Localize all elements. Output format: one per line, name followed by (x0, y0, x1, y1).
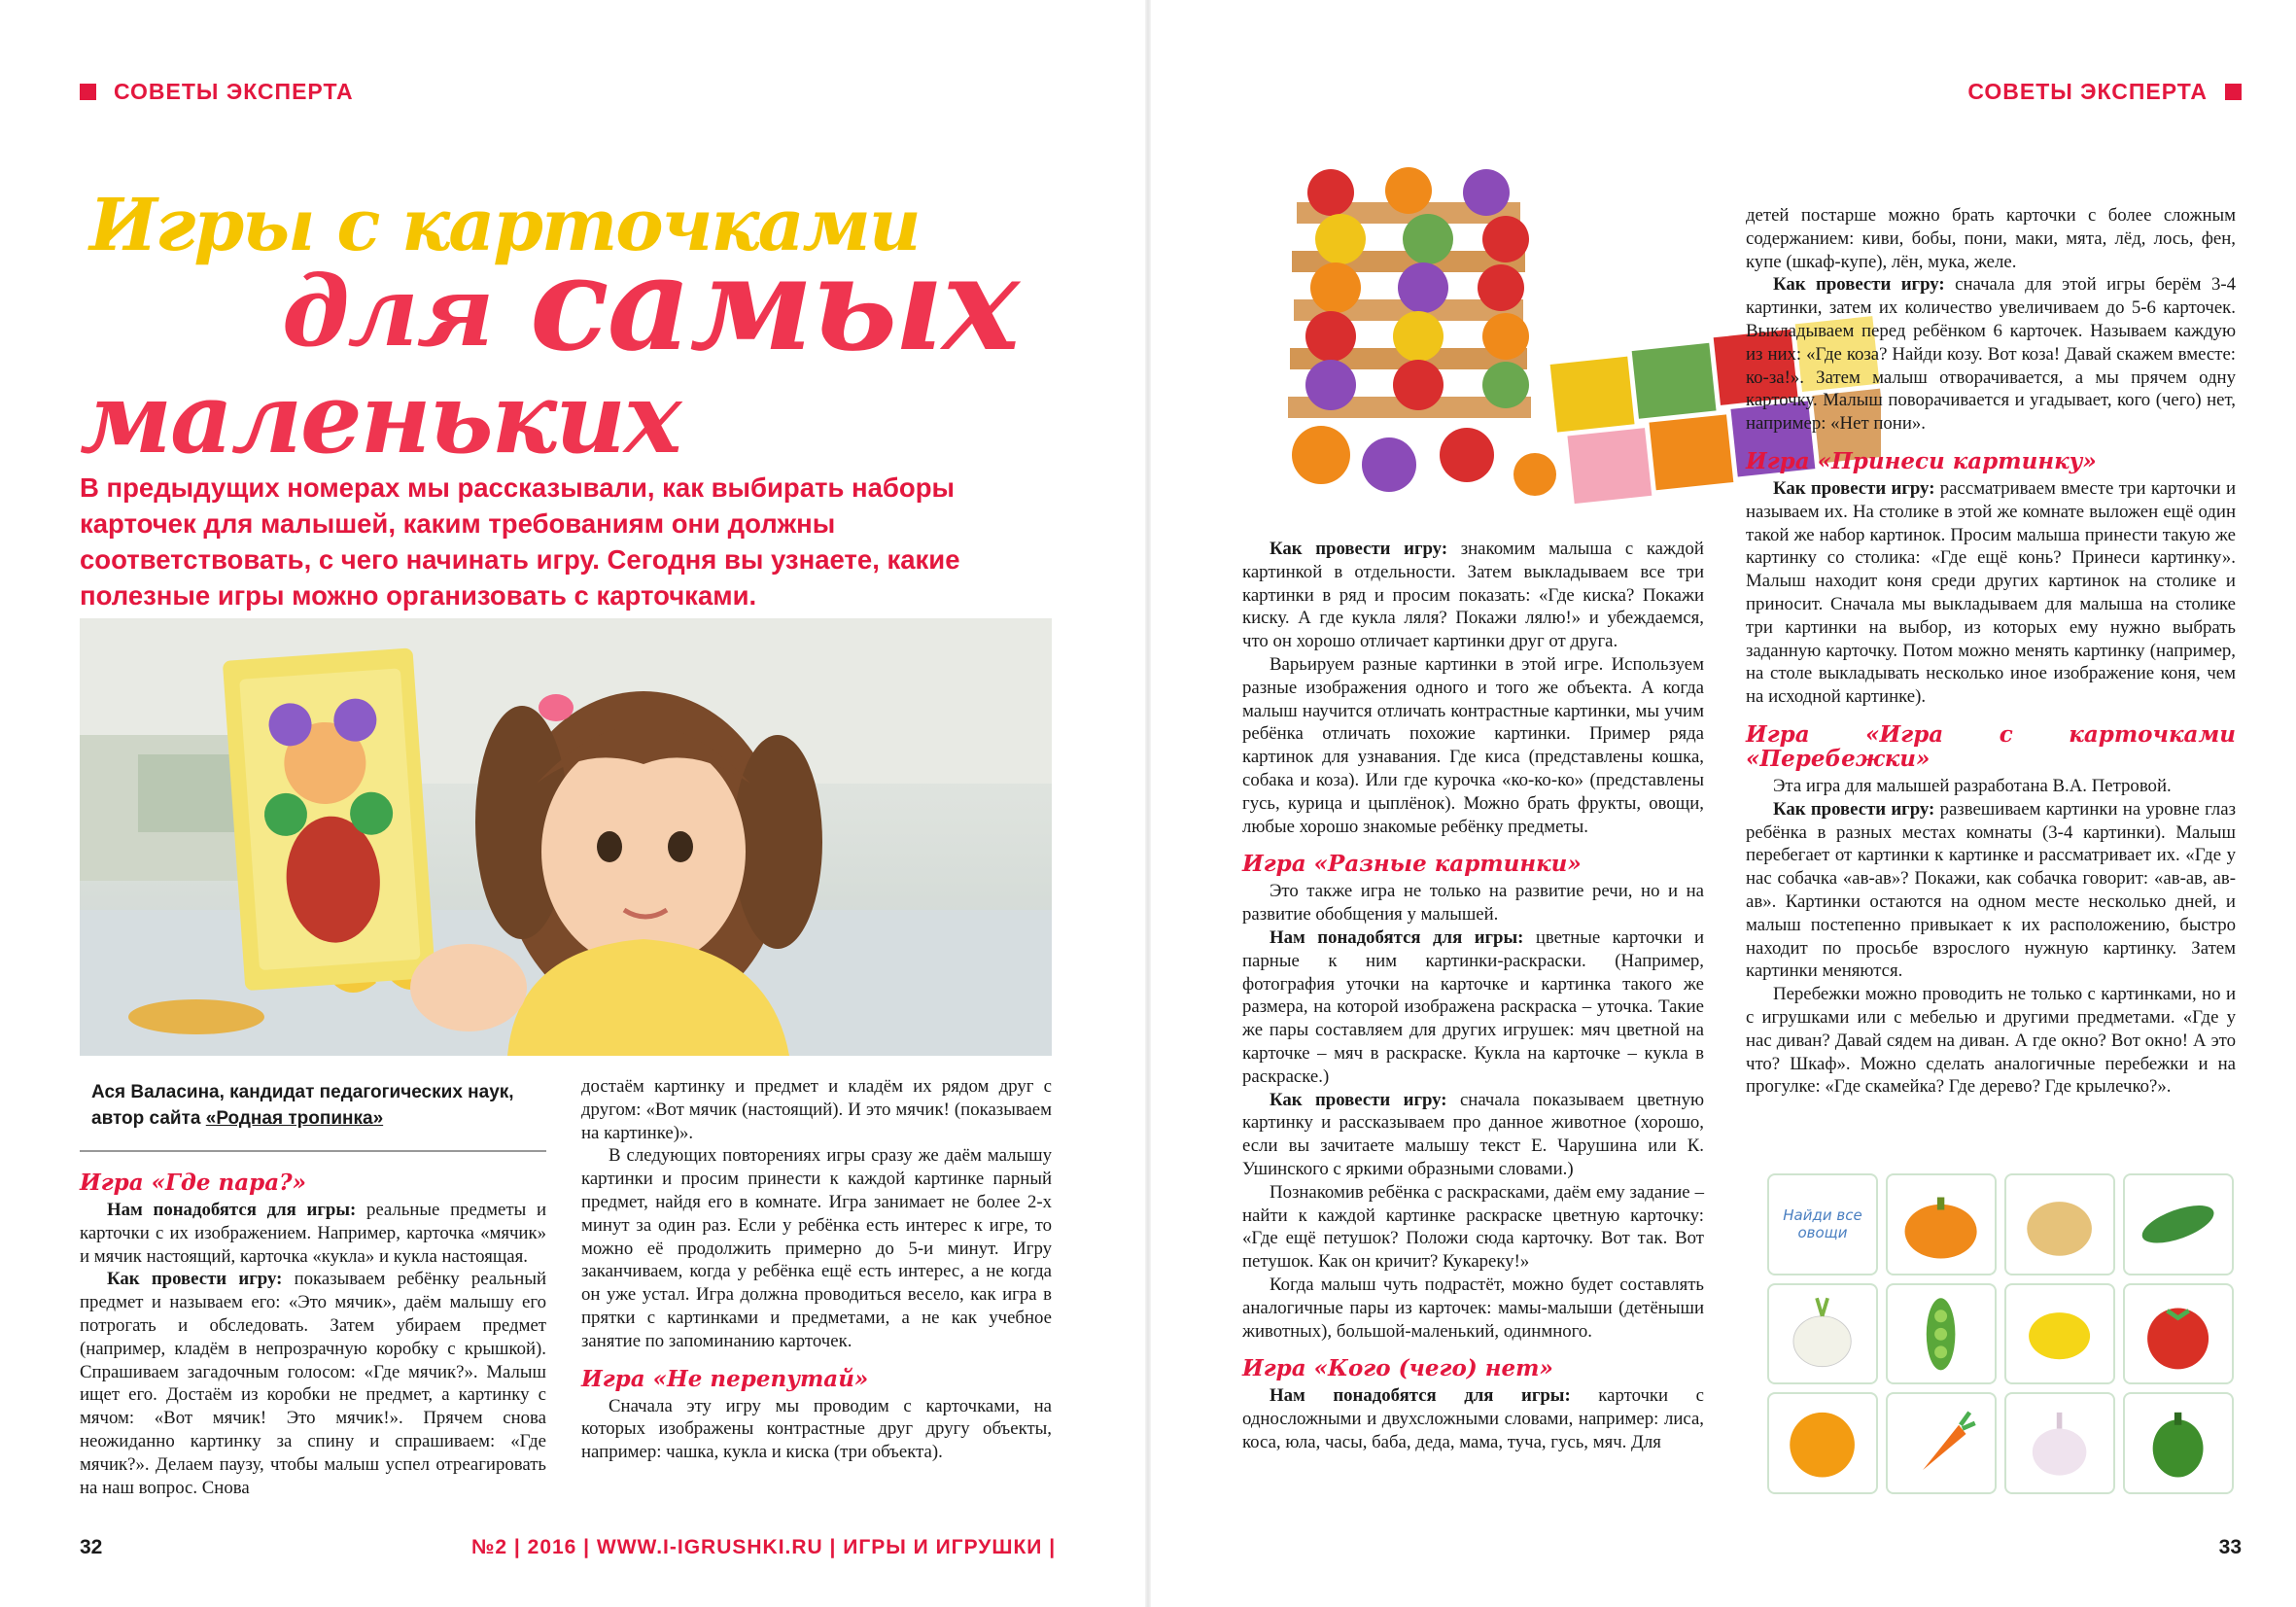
text-column-1 (80, 1157, 546, 1499)
orange-card (1767, 1392, 1878, 1494)
pepper-card (2123, 1392, 2234, 1494)
paragraph: Эта игра для малышей разработана В.А. Петровой. (1773, 775, 2172, 796)
section-tag-left (80, 79, 354, 105)
paragraph (80, 1199, 546, 1268)
paragraph-text: показываем ребёнку реальный предмет и называем его: «Это мячик», даём малышу его потрогать и обследовать. Затем убираем предмет (например, кладём в непрозрачную коробку с крышкой). Спрашиваем загадочным голосом: «Где мячик?». Малыш ищет его. Достаём из коробки не предмет, а картинку с мячом: «Вот мячик! Это мячик!». Прячем снова неожиданно картинку за спину и спрашиваем: «Где мячик?». Делаем паузу, чтобы малыш успел отреагировать на наш вопрос. Снова (80, 1269, 547, 1498)
garlic-card (2004, 1392, 2115, 1494)
paragraph: Варьируем разные картинки в этой игре. Используем разные изображения одного и того же объекта. А когда малыш научится отличать контрастные картинки, мы учим ребёнка отличать похожие картинки. Пример ряда картинок для узнавания. Где киса (представлены кошка, собака и коза). Или где курочка «ко-ко-ко» (представлены гусь, курица и цыплёнок). Можно брать фрукты, овощи, любые хорошо знакомые ребёнку предметы. (1242, 653, 1704, 837)
paragraph-label: Как провести игру: (107, 1269, 283, 1290)
author-caption (91, 1079, 539, 1132)
caption-divider (80, 1150, 546, 1152)
paragraph: Познакомив ребёнка с раскрасками, даём ему задание – найти к каждой картинке раскраске цветную карточку: «Где ещё петушок? Положи сюда карточку. Вот так. Вот петушок. Как он кричит? Кукареку!» (1242, 1181, 1704, 1273)
onion-card (1767, 1283, 1878, 1385)
paragraph: детей постарше можно брать карточки с более сложным содержанием: киви, бобы, пони, маки, мята, лёд, лось, фен, купе (шкаф-купе), лён, мука, желе. (1746, 205, 2236, 272)
vegetable-cards-grid (1767, 1173, 2234, 1494)
game-heading: Игра «Где пара?» (80, 1170, 307, 1196)
girl-with-card-photo (80, 618, 1052, 1056)
game-heading: Игра «Игра с карточками «Перебежки» (1746, 720, 2236, 772)
paragraph: Когда малыш чуть подрастёт, можно будет составлять аналогичные пары из карточек: мамы-малыши (детёныши животных), большой-маленький, одинмного. (1242, 1274, 1704, 1342)
paragraph-text: рассматриваем вместе три карточки и называем их. На столике в этой же комнате выложен ещё один такой же набор картинок. Просим малыша принести такую же картинку со столика: «Где ещё конь? Принеси картинку». Малыш находит коня среди других картинок на столике и приносит. Сначала мы выкладываем для малыша на столике три картинки на выбор, из которых ему нужно выбрать заданную карточку. Потом можно менять картинку (например, на столе выкладывать несколько иное изображение коня, чем на исходной картинке). (1746, 477, 2237, 708)
game-heading: Игра «Кого (чего) нет» (1242, 1355, 1553, 1382)
paragraph-text: карточки с односложными и двухсложными словами, например: лиса, коса, юла, часы, баба, деда, мама, туча, гусь, мяч. Для (1242, 1385, 1704, 1452)
article-title-line2b: самых (530, 227, 1019, 380)
article-title-line2a: для (282, 254, 493, 368)
game-heading: Игра «Принеси картинку» (1746, 447, 2097, 474)
game-heading: Игра «Разные картинки» (1242, 851, 1582, 878)
paragraph (1746, 273, 2236, 436)
section-label: СОВЕТЫ ЭКСПЕРТА (114, 79, 354, 104)
author-site-link[interactable]: «Родная тропинка» (205, 1108, 384, 1129)
red-square-icon (2225, 84, 2242, 100)
potato-card (2004, 1173, 2115, 1275)
paragraph: В следующих повторениях игры сразу же даём малышу картинки и просим принести к каждой картинке парный предмет, найдя его в комнате. Игра занимает не более 2-х минут за один раз. Если у ребёнка есть интерес к игре, то можно её продолжить примерно до 5-и минут. Игру заканчиваем, когда у ребёнка ещё есть интерес, а не когда он уже устал. Игра должна проводиться весело, как игра в прятки с картинками и предметами, а не как учебное занятие по запоминанию карточек. (581, 1145, 1052, 1351)
article-title-line1: Игры с карточками (89, 184, 920, 267)
text-column-4 (1746, 204, 2236, 1099)
paragraph-text: развешиваем картинки на уровне глаз ребёнка в разных местах комнаты (3-4 картинки). Малыш перебегает от картинки к картинке и рассматривает их. «Где у нас собачка «ав-ав»? Покажи, как собачка говорит: «ав-ав, ав-ав». Картинки остаются на одном месте несколько дней, и малыш постепенно привыкает к их расположению, быстро находит по просьбе взрослого нужную картинку. Затем картинки меняются. (1746, 798, 2236, 982)
cucumber-card (2123, 1173, 2234, 1275)
magazine-footer: №2 | 2016 | WWW.I-IGRUSHKI.RU | ИГРЫ И ИГРУШКИ | (471, 1536, 1057, 1558)
find-vegetables-label: Найди все овощи (1783, 1206, 1862, 1242)
paragraph-text: реальные предметы и карточки с их изображением. Например, карточка «мячик» и мячик настоящий, карточка «кукла» и кукла настоящая. (80, 1200, 546, 1267)
paragraph (80, 1268, 546, 1499)
paragraph-label: Как провести игру: (1773, 798, 1935, 820)
paragraph (1242, 538, 1704, 653)
lemon-card (2004, 1283, 2115, 1385)
lead-paragraph: В предыдущих номерах мы рассказывали, как выбирать наборы карточек для малышей, каким требованиям они должны соответствовать, с чего начинать игру. Сегодня вы узнаете, какие полезные игры можно организовать с карточками. (80, 472, 960, 611)
page-number-right: 33 (2218, 1536, 2242, 1558)
game-heading: Игра «Не перепутай» (581, 1365, 869, 1392)
page-number-left: 32 (80, 1536, 103, 1558)
carrot-card (1886, 1392, 1997, 1494)
paragraph-text: знакомим малыша с каждой картинкой в отдельности. Затем выкладываем все три картинки в ряд и просим показать: «Где киска? Покажи киску. А где кукла ляля? Покажи лялю!» и убеждаемся, что он хорошо отличает картинки друг от друга. (1242, 539, 1704, 652)
paragraph-label: Как провести игру: (1270, 1089, 1447, 1110)
peas-card (1886, 1283, 1997, 1385)
paragraph: достаём картинку и предмет и кладём их рядом друг с другом: «Вот мячик (настоящий). И это мячик! (показываем на картинке)». (581, 1076, 1052, 1143)
find-vegetables-card (1767, 1173, 1878, 1275)
section-tag-right (1967, 79, 2242, 105)
article-title-line3: маленьких (80, 361, 680, 475)
paragraph (1242, 1384, 1704, 1453)
paragraph (1242, 1089, 1704, 1181)
paragraph-text: цветные карточки и парные к ним картинки-раскраски. (Например, фотография уточки на карточке и картинка такого же размера, на которой изображена раскраска – уточка. Такие же пары составляем для других игрушек: мяч цветной на карточке – мяч в раскраске. Кукла на карточке – кукла в раскраске.) (1242, 926, 1704, 1087)
paragraph (1746, 477, 2236, 709)
paragraph-label: Как провести игру: (1773, 477, 1935, 499)
author-name: Ася Валасина, кандидат педагогических наук, автор сайта (91, 1082, 514, 1129)
text-column-3 (1242, 538, 1704, 1454)
paragraph (1242, 926, 1704, 1089)
paragraph-label: Как провести игру: (1270, 539, 1448, 559)
paragraph-label: Нам понадобятся для игры: (1270, 1385, 1571, 1407)
tomato-card (2123, 1283, 2234, 1385)
paragraph-label: Нам понадобятся для игры: (107, 1200, 357, 1220)
paragraph-text: сначала показываем цветную картинку и рассказываем про данное животное (хорошо, если вы зачитаете малышу текст Е. Чарушина или К. Ушинского с яркими образными словами.) (1242, 1089, 1705, 1179)
section-label: СОВЕТЫ ЭКСПЕРТА (1967, 79, 2208, 104)
right-page (1148, 0, 2296, 1607)
paragraph: Это также игра не только на развитие речи, но и на развитие обобщения у малышей. (1242, 881, 1704, 926)
paragraph (1746, 798, 2236, 983)
red-square-icon (80, 84, 96, 100)
paragraph-label: Как провести игру: (1773, 274, 1945, 296)
paragraph: Сначала эту игру мы проводим с карточками, на которых изображены контрастные друг другу объекты, например: чашка, кукла и киска (три объекта). (581, 1395, 1052, 1463)
paragraph-text: сначала для этой игры берём 3-4 картинки, затем их количество увеличиваем до 5-6 карточек. Выкладываем перед ребёнком 6 карточек. Называем каждую из них: «Где коза? Найди козу. Вот коза! Давай скажем вместе: ко-за!». Затем малыш отворачивается, а мы прячем одну карточку. Малыш поворачивается и угадывает, кого (чего) нет, например: «Нет пони». (1746, 274, 2236, 435)
pumpkin-card (1886, 1173, 1997, 1275)
text-column-2 (581, 1075, 1052, 1464)
paragraph-label: Нам понадобятся для игры: (1270, 926, 1524, 948)
paragraph: Перебежки можно проводить не только с картинками, но и с игрушками или с мебелью и другими предметами. «Где у нас диван? Давай сядем на диван. А где окно? Вот окно! А это что? Шкаф». Можно сделать аналогичные перебежки и на прогулке: «Где скамейка? Где дерево? Где крылечко?». (1746, 984, 2236, 1098)
